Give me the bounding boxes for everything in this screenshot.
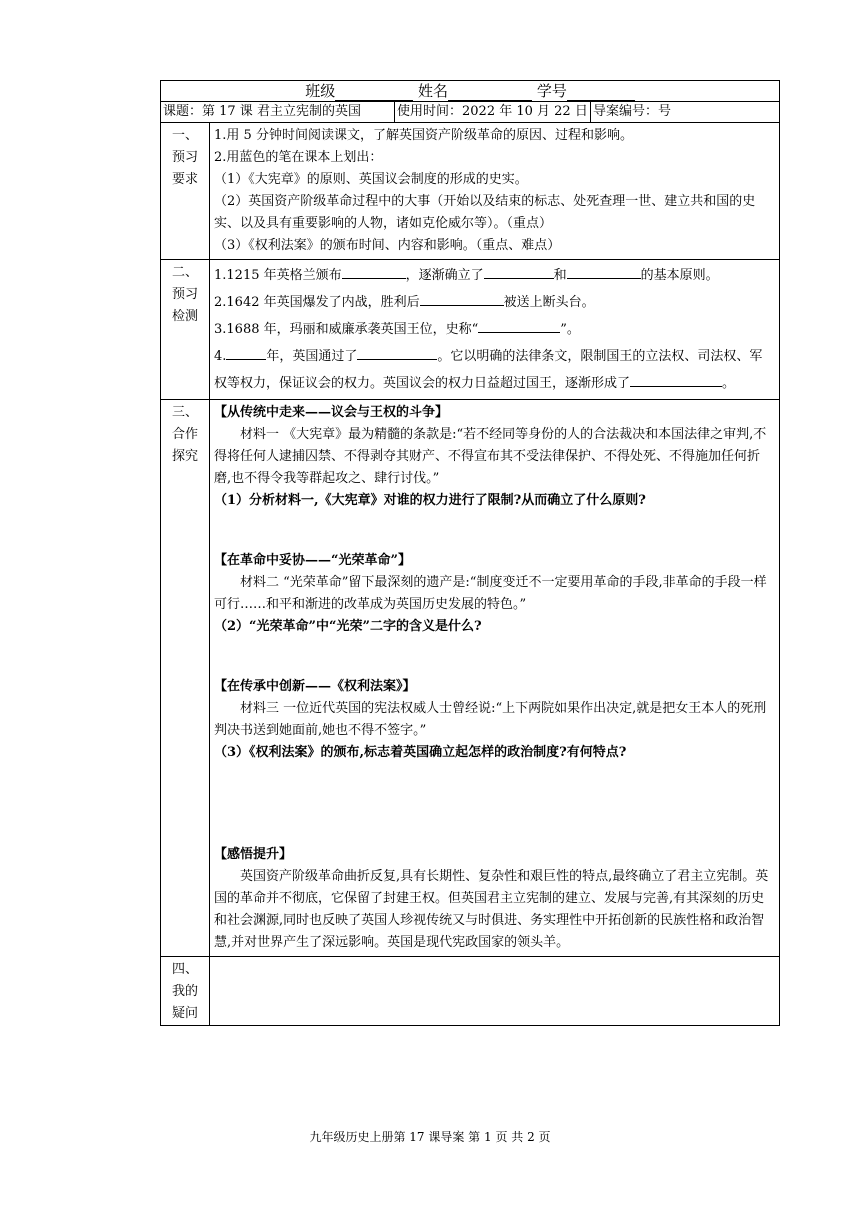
- section-1-content: [210, 123, 780, 260]
- worksheet: [160, 80, 779, 1026]
- questions-answer-area[interactable]: [210, 957, 780, 1026]
- class-label: 班级: [305, 82, 336, 100]
- answer-blank[interactable]: [630, 371, 722, 387]
- student-info-header: [161, 81, 780, 102]
- check-question-1: [214, 262, 775, 289]
- question-text: 4.: [214, 349, 227, 364]
- prep-requirement: 2.用蓝色的笔在课本上划出：: [214, 150, 383, 165]
- section-2-label-line: 预习: [171, 287, 198, 302]
- name-label: 姓名: [418, 82, 449, 100]
- answer-blank[interactable]: [484, 263, 554, 279]
- answer-blank[interactable]: [478, 317, 560, 333]
- answer-space-3[interactable]: [214, 764, 775, 844]
- question-text: 3.1688 年，玛丽和威廉承袭英国王位，史称“: [214, 322, 479, 337]
- section-4-label-line: 疑问: [171, 1006, 198, 1021]
- topic-cell: 课题：第 17 课 君主立宪制的英国: [161, 102, 395, 123]
- section-2-label-line: 检测: [171, 309, 198, 324]
- question-text: 1.1215 年英格兰颁布: [214, 268, 342, 283]
- section-1-label-line: 要求: [171, 172, 198, 187]
- page-footer: 九年级历史上册第 17 课导案 第 1 页 共 2 页: [309, 1130, 551, 1144]
- answer-blank[interactable]: [357, 344, 437, 360]
- prep-requirement: （1）《大宪章》的原则、英国议会制度的形成的史实。: [214, 172, 528, 187]
- section-3-label-line: 三、: [171, 405, 198, 420]
- student-id-blank[interactable]: [567, 84, 635, 101]
- answer-space-2[interactable]: [214, 638, 775, 676]
- question-text: ”。: [560, 322, 580, 337]
- answer-blank[interactable]: [226, 344, 266, 360]
- material-1: 材料一 《大宪章》最为精髓的条款是:“若不经同等身份的人的合法裁决和本国法律之审判,不得将任何人逮捕囚禁、不得剥夺其财产、不得宣布其不受法律保护、不得处死、不得施加任何折磨,也不得令我等群起攻之、肆行讨伐。”: [214, 427, 767, 486]
- answer-blank[interactable]: [567, 263, 641, 279]
- section-1-label-line: 一、: [171, 128, 198, 143]
- prep-requirement: 1.用 5 分钟时间阅读课文，了解英国资产阶级革命的原因、过程和影响。: [214, 128, 633, 143]
- class-blank[interactable]: [335, 84, 413, 101]
- worksheet-table: [160, 80, 780, 1026]
- answer-space-1[interactable]: [214, 512, 775, 550]
- question-3: （3）《权利法案》的颁布,标志着英国确立起怎样的政治制度?有何特点?: [214, 745, 627, 760]
- question-2: （2）“光荣革命”中“光荣”二字的含义是什么?: [214, 619, 482, 634]
- part-2-title: 【在革命中妥协——“光荣革命”】: [214, 553, 411, 568]
- material-2: 材料二 “光荣革命”留下最深刻的遗产是:“制度变迁不一定要用革命的手段,非革命的手段一样可行……和平和渐进的改革成为英国历史发展的特色。”: [214, 575, 767, 612]
- section-4-label: [161, 957, 210, 1026]
- section-1-label: [161, 123, 210, 260]
- question-text: 。它以明确的法律条文，限制国王的立法权、司法权、军权等权力，保证议会的权力。英国议会的权力日益超过国王，逐渐形成了: [214, 349, 763, 391]
- section-4-label-line: 我的: [171, 984, 198, 999]
- section-1-label-line: 预习: [171, 150, 198, 165]
- question-1: （1）分析材料一,《大宪章》对谁的权力进行了限制?从而确立了什么原则?: [214, 493, 646, 508]
- prep-requirement: （2）英国资产阶级革命过程中的大事（开始以及结束的标志、处死查理一世、建立共和国的史实、以及具有重要影响的人物，诸如克伦威尔等）。（重点）: [214, 194, 756, 231]
- question-text: 被送上断头台。: [503, 295, 595, 310]
- section-2-content: [210, 260, 780, 400]
- part-4-title: 【感悟提升】: [214, 847, 293, 862]
- check-question-3: [214, 316, 775, 343]
- part-1-title: 【从传统中走来——议会与王权的斗争】: [214, 405, 449, 420]
- question-text: 年，英国通过了: [266, 349, 358, 364]
- part-3-title: 【在传承中创新——《权利法案》】: [214, 679, 416, 694]
- section-2-label: [161, 260, 210, 400]
- student-id-label: 学号: [536, 82, 567, 100]
- use-time-cell: 使用时间：2022 年 10 月 22 日: [395, 102, 591, 123]
- material-3: 材料三 一位近代英国的宪法权威人士曾经说:“上下两院如果作出决定,就是把女王本人的死刑判决书送到她面前,她也不得不签字。”: [214, 701, 767, 738]
- reflection-text: 英国资产阶级革命曲折反复,具有长期性、复杂性和艰巨性的特点,最终确立了君主立宪制。英国的革命并不彻底，它保留了封建王权。但英国君主立宪制的建立、发展与完善,有其深刻的历史和社会渊源,同时也反映了英国人珍视传统又与时俱进、务实理性中开拓创新的民族性格和政治智慧,并对世界产生了深远影响。英国是现代宪政国家的领头羊。: [214, 869, 769, 950]
- question-text: 和: [553, 268, 567, 283]
- section-3-label: [161, 400, 210, 957]
- guide-number-cell: 导案编号：号: [591, 102, 780, 123]
- section-3-content: [210, 400, 780, 957]
- check-question-2: [214, 289, 775, 316]
- name-blank[interactable]: [448, 84, 532, 101]
- section-2-label-line: 二、: [171, 265, 198, 280]
- question-text: ，逐渐确立了: [405, 268, 484, 283]
- answer-blank[interactable]: [420, 290, 504, 306]
- answer-blank[interactable]: [342, 263, 406, 279]
- question-text: 的基本原则。: [640, 268, 719, 283]
- section-3-label-line: 合作: [171, 427, 198, 442]
- check-question-4: [214, 343, 775, 397]
- section-3-label-line: 探究: [171, 449, 198, 464]
- question-text: 2.1642 年英国爆发了内战，胜利后: [214, 295, 420, 310]
- question-text: 。: [722, 376, 736, 391]
- section-4-label-line: 四、: [171, 962, 198, 977]
- prep-requirement: （3）《权利法案》的颁布时间、内容和影响。（重点、难点）: [214, 238, 561, 253]
